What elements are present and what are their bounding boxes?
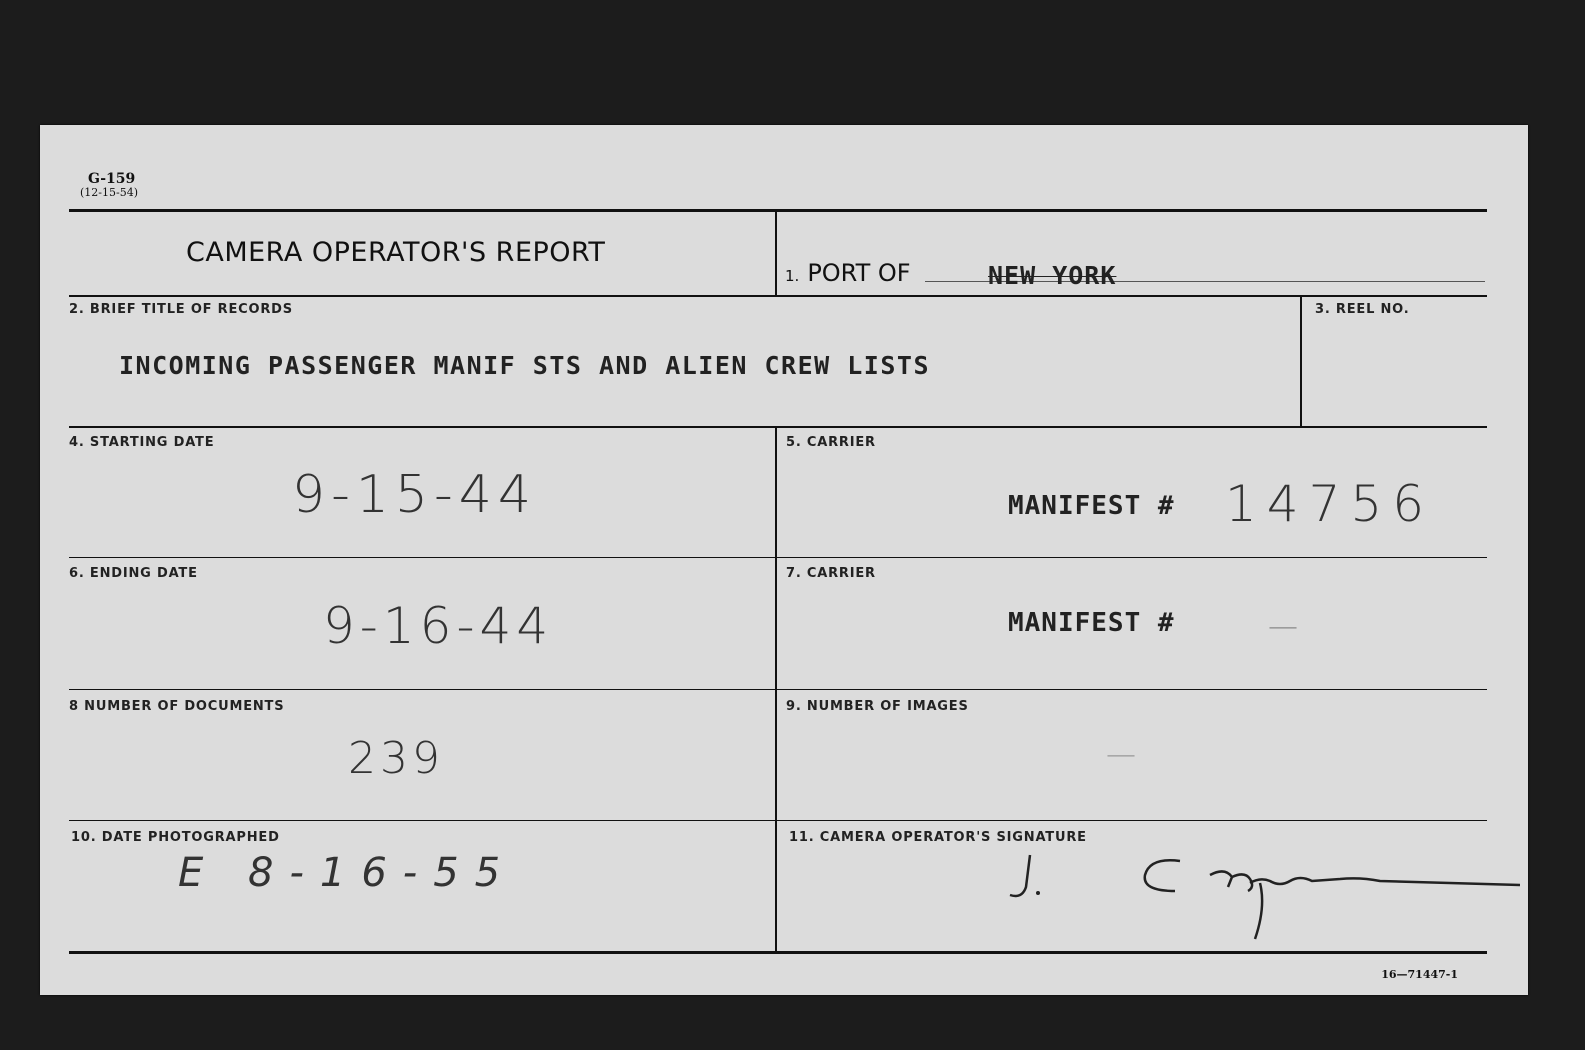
documents-value: 239	[348, 733, 444, 784]
signature-label: 11. CAMERA OPERATOR'S SIGNATURE	[789, 830, 1087, 845]
starting-date-label: 4. STARTING DATE	[69, 435, 215, 450]
documents-label: 8 NUMBER OF DOCUMENTS	[69, 699, 285, 714]
carrier-7-number: —	[1268, 609, 1298, 644]
carrier-7-manifest: MANIFEST #	[1008, 608, 1175, 638]
brief-title-value: INCOMING PASSENGER MANIF STS AND ALIEN CREW LISTS	[119, 351, 931, 380]
port-label	[785, 259, 911, 287]
form-number: G-159	[88, 171, 136, 187]
starting-date-value: 9-15-44	[292, 465, 537, 525]
form-revision-date: (12-15-54)	[80, 186, 139, 199]
bottom-rule	[69, 951, 1487, 954]
carrier-5-number: 14756	[1225, 475, 1435, 533]
reel-no-label: 3. REEL NO.	[1315, 302, 1410, 317]
top-rule	[69, 209, 1487, 212]
divider-reel	[1300, 296, 1302, 427]
images-label: 9. NUMBER OF IMAGES	[786, 699, 969, 714]
rule-row-5	[69, 820, 1487, 821]
carrier-7-label: 7. CARRIER	[786, 566, 876, 581]
port-label-text: PORT OF	[807, 259, 911, 287]
report-title: CAMERA OPERATOR'S REPORT	[186, 237, 606, 268]
rule-row-3	[69, 557, 1487, 558]
rule-row-2	[69, 426, 1487, 428]
carrier-5-manifest: MANIFEST #	[1008, 491, 1175, 521]
images-value: —	[1106, 737, 1136, 772]
brief-title-label: 2. BRIEF TITLE OF RECORDS	[69, 302, 293, 317]
ending-date-value: 9-16-44	[323, 597, 554, 655]
signature-drawing	[1000, 847, 1520, 942]
divider-header	[775, 209, 777, 296]
port-value: NEW YORK	[988, 261, 1117, 290]
divider-main	[775, 427, 777, 952]
footer-form-code: 16—71447-1	[1381, 968, 1458, 981]
date-photographed-label: 10. DATE PHOTOGRAPHED	[71, 830, 280, 845]
carrier-5-label: 5. CARRIER	[786, 435, 876, 450]
report-card	[40, 125, 1528, 995]
port-label-number: 1.	[785, 267, 800, 285]
date-photographed-value: E 8-16-55	[178, 850, 517, 896]
rule-row-4	[69, 689, 1487, 690]
rule-row-1	[69, 295, 1487, 297]
ending-date-label: 6. ENDING DATE	[69, 566, 198, 581]
operator-signature	[1000, 847, 1520, 942]
